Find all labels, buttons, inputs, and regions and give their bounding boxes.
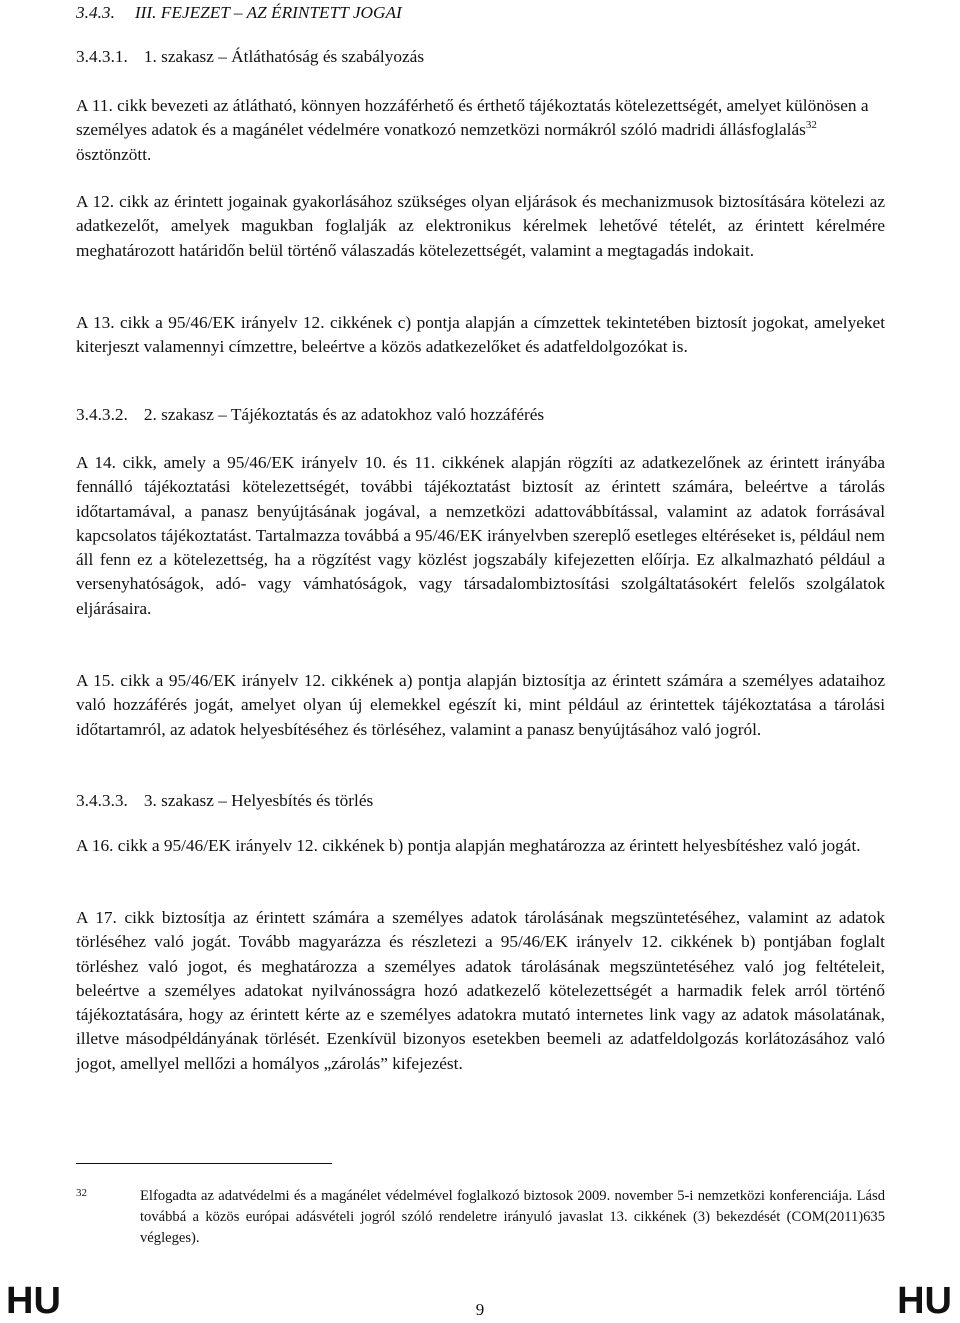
section-title: 1. szakasz – Átláthatóság és szabályozás bbox=[143, 47, 425, 66]
footnote-separator bbox=[76, 1163, 332, 1164]
page-number: 9 bbox=[475, 1300, 485, 1319]
paragraph-article-15: A 15. cikk a 95/46/EK irányelv 12. cikkének a) pontja alapján biztosítja az érintett számára a személyes adataihoz való hozzáférés jogát, amelyet olyan új elemekkel egészít ki, mint például az érintettek tájékoztatása a tárolási időtartamról, az adatok helyesbítéséhez és törléséhez, valamint a panasz benyújtásához való jogról. bbox=[76, 671, 885, 739]
chapter-heading bbox=[76, 1, 885, 25]
section-title: 3. szakasz – Helyesbítés és törlés bbox=[143, 791, 374, 810]
section-number: 3.4.3.3. bbox=[76, 791, 128, 810]
language-code-right: HU bbox=[897, 1280, 952, 1322]
paragraph-article-14: A 14. cikk, amely a 95/46/EK irányelv 10. és 11. cikkének alapján rögzíti az adatkezelőnek az érintett irányába fennálló tájékoztatási kötelezettségét, további tájékoztatást biztosít az érintett számára, beleértve a tárolás időtartamával, a panasz benyújtásának jogával, a nemzetközi adattovábbítással, valamint az adatok forrásával kapcsolatos tájékoztatást. Tartalmazza továbbá a 95/46/EK irányelvben szereplő esetleges eltéréseket is, például nem áll fenn ez a kötelezettség, ha a rögzítést vagy közlést jogszabály kifejezetten előírja. Ez alkalmazható például a versenyhatóságok, adó- vagy vámhatóságok, vagy társadalombiztosítási szolgáltatásokért felelős szolgálatok eljárásaira. bbox=[76, 453, 885, 618]
section-heading-1 bbox=[76, 45, 885, 69]
paragraph-article-12: A 12. cikk az érintett jogainak gyakorlásához szükséges olyan eljárások és mechanizmusok biztosítására kötelezi az adatkezelőt, amelyek magukban foglalják az elektronikus kérelmek lehetővé tételét, az érintett kérelmére meghatározott határidőn belül történő válaszadás kötelezettségét, valamint a megtagadás indokait. bbox=[76, 192, 885, 260]
chapter-number: 3.4.3. bbox=[76, 3, 115, 22]
footnote-number: 32 bbox=[76, 1187, 87, 1199]
footnote-reference[interactable]: 32 bbox=[805, 119, 817, 132]
paragraph-article-11: A 11. cikk bevezeti az átlátható, könnyen hozzáférhető és érthető tájékoztatás kötelezettségét, amelyet különösen a személyes adatok és a magánélet védelmére vonatkozó nemzetközi normákról szóló madridi állásfoglalás$^{32}$ ösztönzött. bbox=[76, 96, 869, 164]
language-code-left: HU bbox=[6, 1280, 61, 1322]
paragraph-article-13: A 13. cikk a 95/46/EK irányelv 12. cikkének c) pontja alapján a címzettek tekintetében biztosít jogokat, amelyeket kiterjeszt valamennyi címzettre, beleértve a közös adatkezelőket és adatfeldolgozókat is. bbox=[76, 313, 885, 357]
paragraph-article-16: A 16. cikk a 95/46/EK irányelv 12. cikkének b) pontja alapján meghatározza az érintett helyesbítéshez való jogát. bbox=[76, 836, 861, 855]
section-number: 3.4.3.2. bbox=[76, 405, 128, 424]
footnote-text: Elfogadta az adatvédelmi és a magánélet védelmével foglalkozó biztosok 2009. november 5-i nemzetközi konferenciája. Lásd továbbá a közös európai adásvételi jogról szóló rendeletre irányuló javaslat 13. cikkének (3) bekezdését (COM(2011)635 végleges). bbox=[140, 1188, 885, 1246]
paragraph-article-17: A 17. cikk biztosítja az érintett számára a személyes adatok tárolásának megszüntetéséhez, valamint az adatok törléséhez való jogát. Tovább magyarázza és részletezi a 95/46/EK irányelv 12. cikkének b) pontjában foglalt törléshez való jogot, és meghatározza a személyes adatok tárolásának megszüntetéséhez való jog feltételeit, beleértve a személyes adatokat nyilvánosságra hozó adatkezelő kötelezettségét a harmadik felek arról történő tájékoztatására, hogy az érintett kérte az e személyes adatokra mutató internetes link vagy az adatok másolatának, illetve másodpéldányának törlését. Ezenkívül bizonyos esetekben beemeli az adatfeldolgozás korlátozásához való jogot, amellyel mellőzi a homályos „zárolás” kifejezést. bbox=[76, 908, 885, 1073]
section-number: 3.4.3.1. bbox=[76, 47, 128, 66]
section-heading-2 bbox=[76, 403, 885, 427]
section-heading-3 bbox=[76, 789, 885, 813]
section-title: 2. szakasz – Tájékoztatás és az adatokhoz való hozzáférés bbox=[143, 405, 545, 424]
chapter-title: III. FEJEZET – AZ ÉRINTETT JOGAI bbox=[134, 3, 402, 22]
